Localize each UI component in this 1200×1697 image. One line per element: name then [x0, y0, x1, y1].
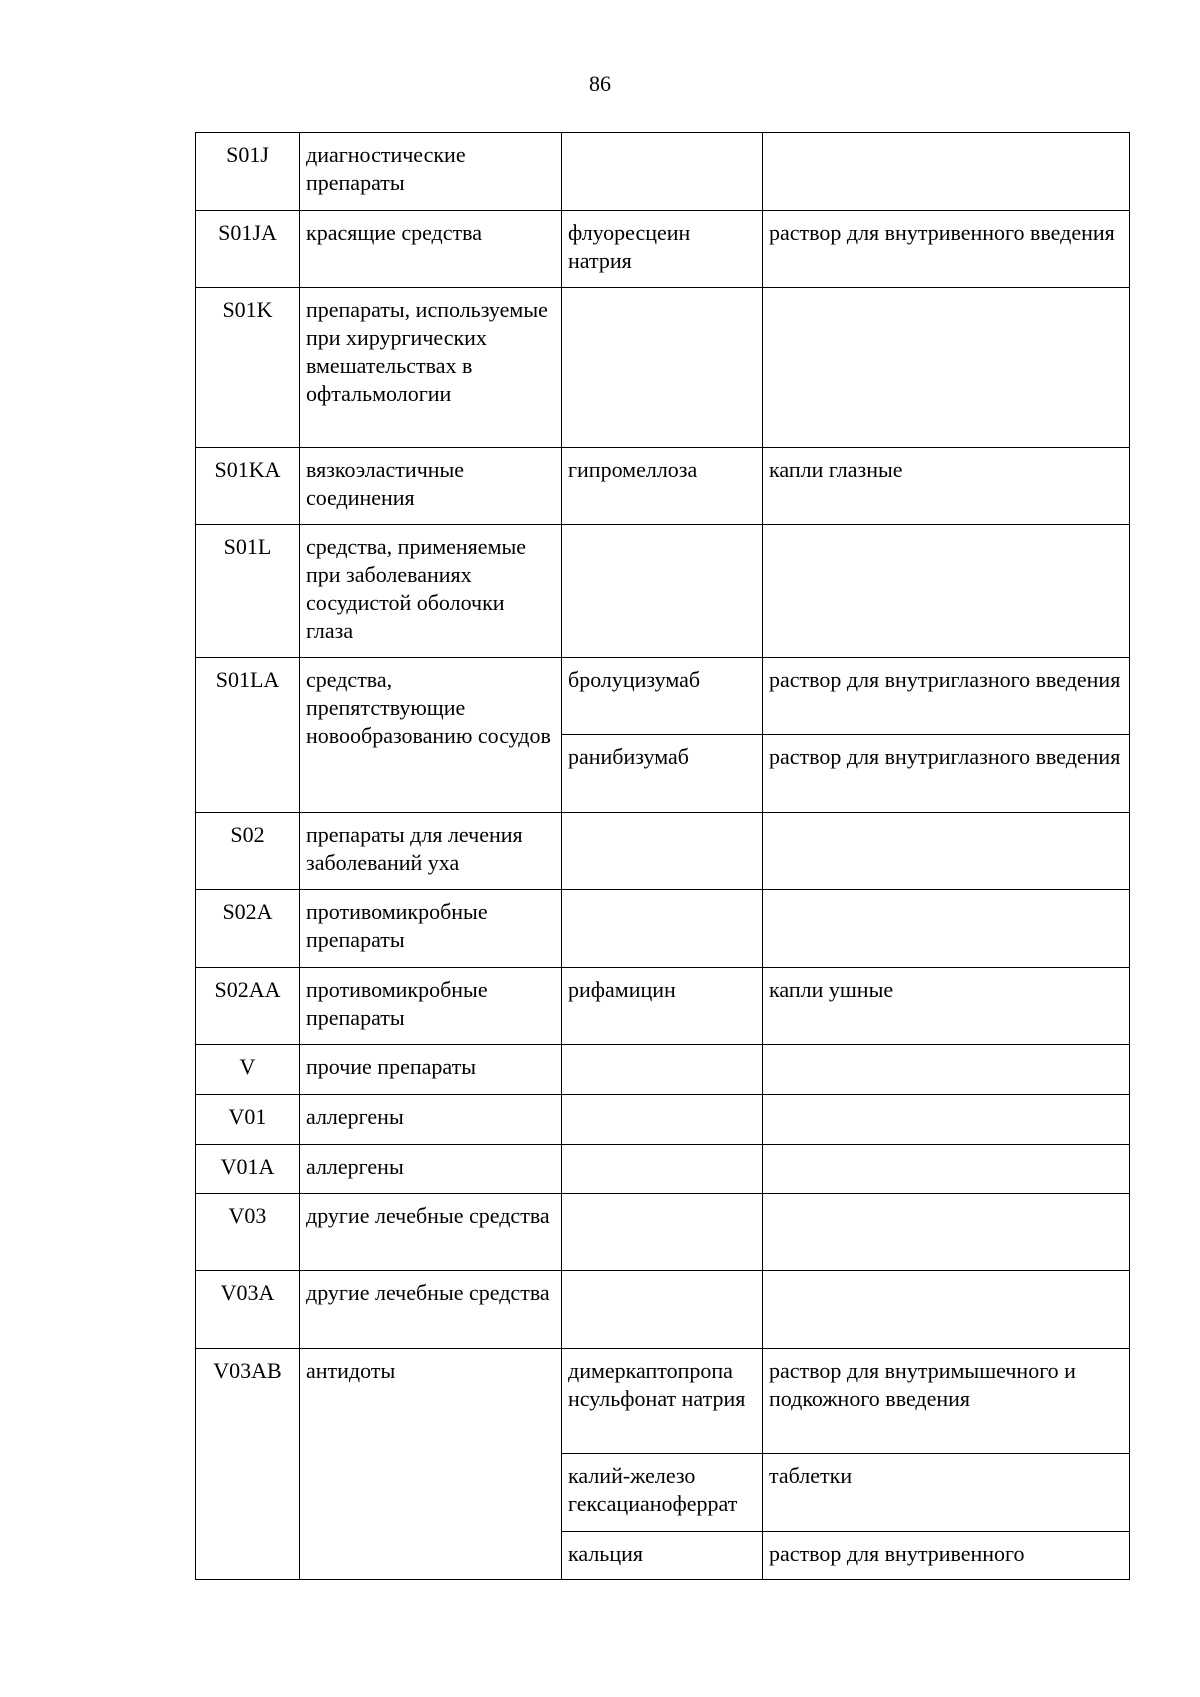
- form-cell: [763, 1045, 1130, 1095]
- form-cell: раствор для внутривенного: [763, 1532, 1130, 1580]
- table-row: [196, 133, 1130, 211]
- group-cell: средства, применяемые при заболеваниях сосудистой оболочки глаза: [300, 525, 562, 658]
- form-cell: [763, 813, 1130, 890]
- group-cell: аллергены: [300, 1095, 562, 1145]
- drug-cell: бролуцизумаб: [562, 658, 763, 735]
- drug-table: [195, 132, 1130, 1580]
- drug-cell: калий-железо гексацианоферрат: [562, 1454, 763, 1532]
- group-cell: препараты, используемые при хирургических вмешательствах в офтальмологии: [300, 288, 562, 448]
- group-cell: прочие препараты: [300, 1045, 562, 1095]
- atc-code-cell: S01K: [196, 288, 300, 448]
- drug-cell: рифамицин: [562, 968, 763, 1045]
- table-row: [196, 525, 1130, 658]
- drug-cell: [562, 813, 763, 890]
- form-cell: [763, 890, 1130, 968]
- group-cell: средства, препятствующие новообразованию сосудов: [300, 658, 562, 813]
- table-row: [196, 1095, 1130, 1145]
- table-row: [196, 1194, 1130, 1271]
- group-cell: другие лечебные средства: [300, 1194, 562, 1271]
- table-row: [196, 1145, 1130, 1194]
- drug-cell: флуоресцеин натрия: [562, 211, 763, 288]
- form-cell: раствор для внутриглазного введения: [763, 735, 1130, 813]
- table-row: [196, 658, 1130, 735]
- drug-cell: [562, 890, 763, 968]
- drug-cell: димеркаптопропа нсульфонат натрия: [562, 1349, 763, 1454]
- group-cell: противомикробные препараты: [300, 890, 562, 968]
- form-cell: [763, 1145, 1130, 1194]
- group-cell: другие лечебные средства: [300, 1271, 562, 1349]
- drug-cell: гипромеллоза: [562, 448, 763, 525]
- form-cell: [763, 133, 1130, 211]
- atc-code-cell: S02AA: [196, 968, 300, 1045]
- form-cell: раствор для внутривенного введения: [763, 211, 1130, 288]
- group-cell: диагностические препараты: [300, 133, 562, 211]
- form-cell: таблетки: [763, 1454, 1130, 1532]
- drug-cell: [562, 525, 763, 658]
- table-row: [196, 1271, 1130, 1349]
- atc-code-cell: S01L: [196, 525, 300, 658]
- form-cell: [763, 288, 1130, 448]
- atc-code-cell: V03AB: [196, 1349, 300, 1580]
- atc-code-cell: S01JA: [196, 211, 300, 288]
- table-row: [196, 890, 1130, 968]
- group-cell: вязкоэластичные соединения: [300, 448, 562, 525]
- atc-code-cell: S01J: [196, 133, 300, 211]
- table-row: [196, 211, 1130, 288]
- drug-cell: [562, 1045, 763, 1095]
- atc-code-cell: S01LA: [196, 658, 300, 813]
- atc-code-cell: V01A: [196, 1145, 300, 1194]
- drug-cell: ранибизумаб: [562, 735, 763, 813]
- form-cell: капли ушные: [763, 968, 1130, 1045]
- form-cell: [763, 1271, 1130, 1349]
- atc-code-cell: S01KA: [196, 448, 300, 525]
- drug-cell: [562, 133, 763, 211]
- form-cell: [763, 525, 1130, 658]
- group-cell: антидоты: [300, 1349, 562, 1580]
- page-number: 86: [589, 71, 611, 96]
- atc-code-cell: V03A: [196, 1271, 300, 1349]
- drug-cell: [562, 1145, 763, 1194]
- atc-code-cell: V01: [196, 1095, 300, 1145]
- atc-code-cell: S02: [196, 813, 300, 890]
- form-cell: раствор для внутриглазного введения: [763, 658, 1130, 735]
- atc-code-cell: V: [196, 1045, 300, 1095]
- table-row: [196, 813, 1130, 890]
- form-cell: капли глазные: [763, 448, 1130, 525]
- drug-cell: [562, 1271, 763, 1349]
- form-cell: [763, 1194, 1130, 1271]
- table-row: [196, 1349, 1130, 1454]
- drug-cell: [562, 1095, 763, 1145]
- table-row: [196, 288, 1130, 448]
- table-row: [196, 968, 1130, 1045]
- group-cell: красящие средства: [300, 211, 562, 288]
- drug-cell: [562, 1194, 763, 1271]
- group-cell: аллергены: [300, 1145, 562, 1194]
- form-cell: раствор для внутримышечного и подкожного введения: [763, 1349, 1130, 1454]
- drug-cell: кальция: [562, 1532, 763, 1580]
- table-row: [196, 448, 1130, 525]
- drug-cell: [562, 288, 763, 448]
- group-cell: противомикробные препараты: [300, 968, 562, 1045]
- atc-code-cell: V03: [196, 1194, 300, 1271]
- form-cell: [763, 1095, 1130, 1145]
- table-row: [196, 1045, 1130, 1095]
- group-cell: препараты для лечения заболеваний уха: [300, 813, 562, 890]
- atc-code-cell: S02A: [196, 890, 300, 968]
